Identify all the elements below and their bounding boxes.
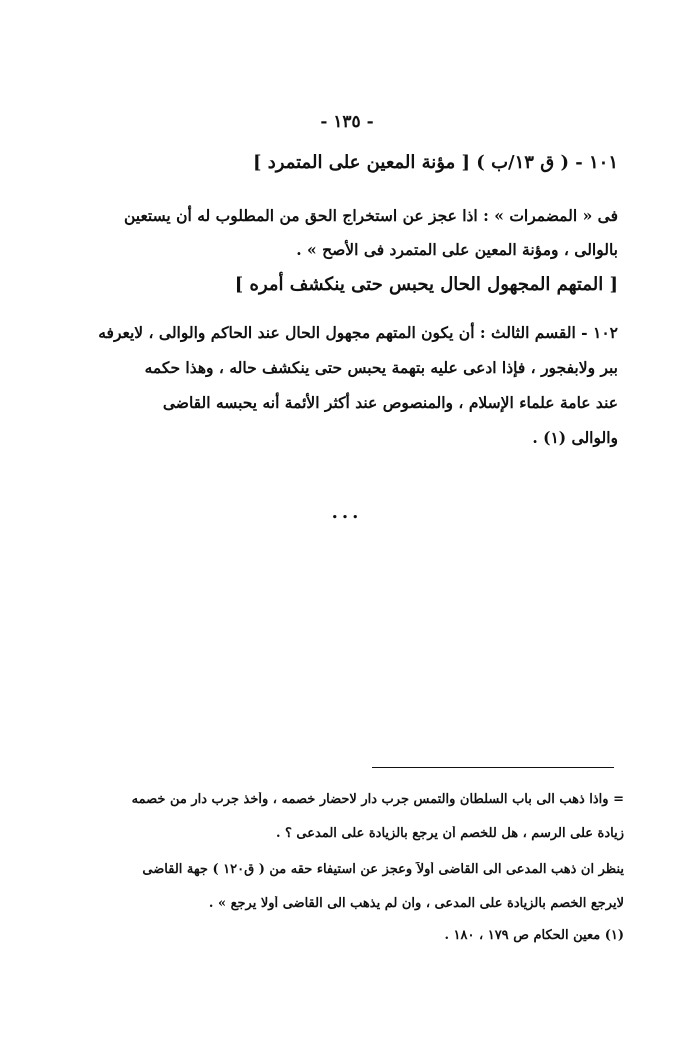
paragraph-line: عند عامة علماء الإسلام ، والمنصوص عند أكثر الأئمة أنه يحبسه القاضى — [162, 393, 618, 412]
footnote-line: لايرجع الخصم بالزيادة على المدعى ، وان لم يذهب الى القاضى أولا يرجع » . — [208, 896, 624, 911]
section-heading-102: [ المتهم المجهول الحال يحبس حتى ينكشف أمره ] — [234, 274, 618, 295]
section-separator: ... — [331, 502, 363, 523]
paragraph-line: ١٠٢ - القسم الثالث : أن يكون المتهم مجهول الحال عند الحاكم والوالى ، لايعرفه — [98, 323, 618, 342]
section-body-101 — [40, 199, 618, 267]
footnote-line: = واذا ذهب الى باب السلطان والتمس جرب دار لاحضار خصمه ، وأخذ جرب دار من خصمه — [131, 792, 624, 807]
section-heading-101: ١٠١ - ( ق ١٣/ب ) [ مؤنة المعين على المتمرد ] — [252, 152, 618, 173]
page-number: - ١٣٥ - — [320, 112, 374, 132]
footnote-citation: (١) معين الحكام ص ١٧٩ ، ١٨٠ . — [444, 928, 624, 943]
paragraph-line: فى « المضمرات » : اذا عجز عن استخراج الحق من المطلوب له أن يستعين — [123, 206, 618, 225]
footnote-divider — [372, 767, 614, 768]
paragraph-line: والوالى (١) . — [532, 428, 618, 447]
paragraph-line: بالوالى ، ومؤنة المعين على المتمرد فى الأصح » . — [296, 240, 618, 259]
section-body-102 — [40, 315, 618, 455]
paragraph-line: ببر ولابفجور ، فإذا ادعى عليه بتهمة يحبس حتى ينكشف حاله ، وهذا حكمه — [144, 358, 618, 377]
footnote-line: ينظر ان ذهب المدعى الى القاضى أولاً وعجز عن استيفاء حقه من ( ق١٢٠ ) جهة القاضى — [142, 862, 624, 877]
footnote-line: زيادة على الرسم ، هل للخصم أن يرجع بالزيادة على المدعى ؟ . — [275, 826, 624, 841]
